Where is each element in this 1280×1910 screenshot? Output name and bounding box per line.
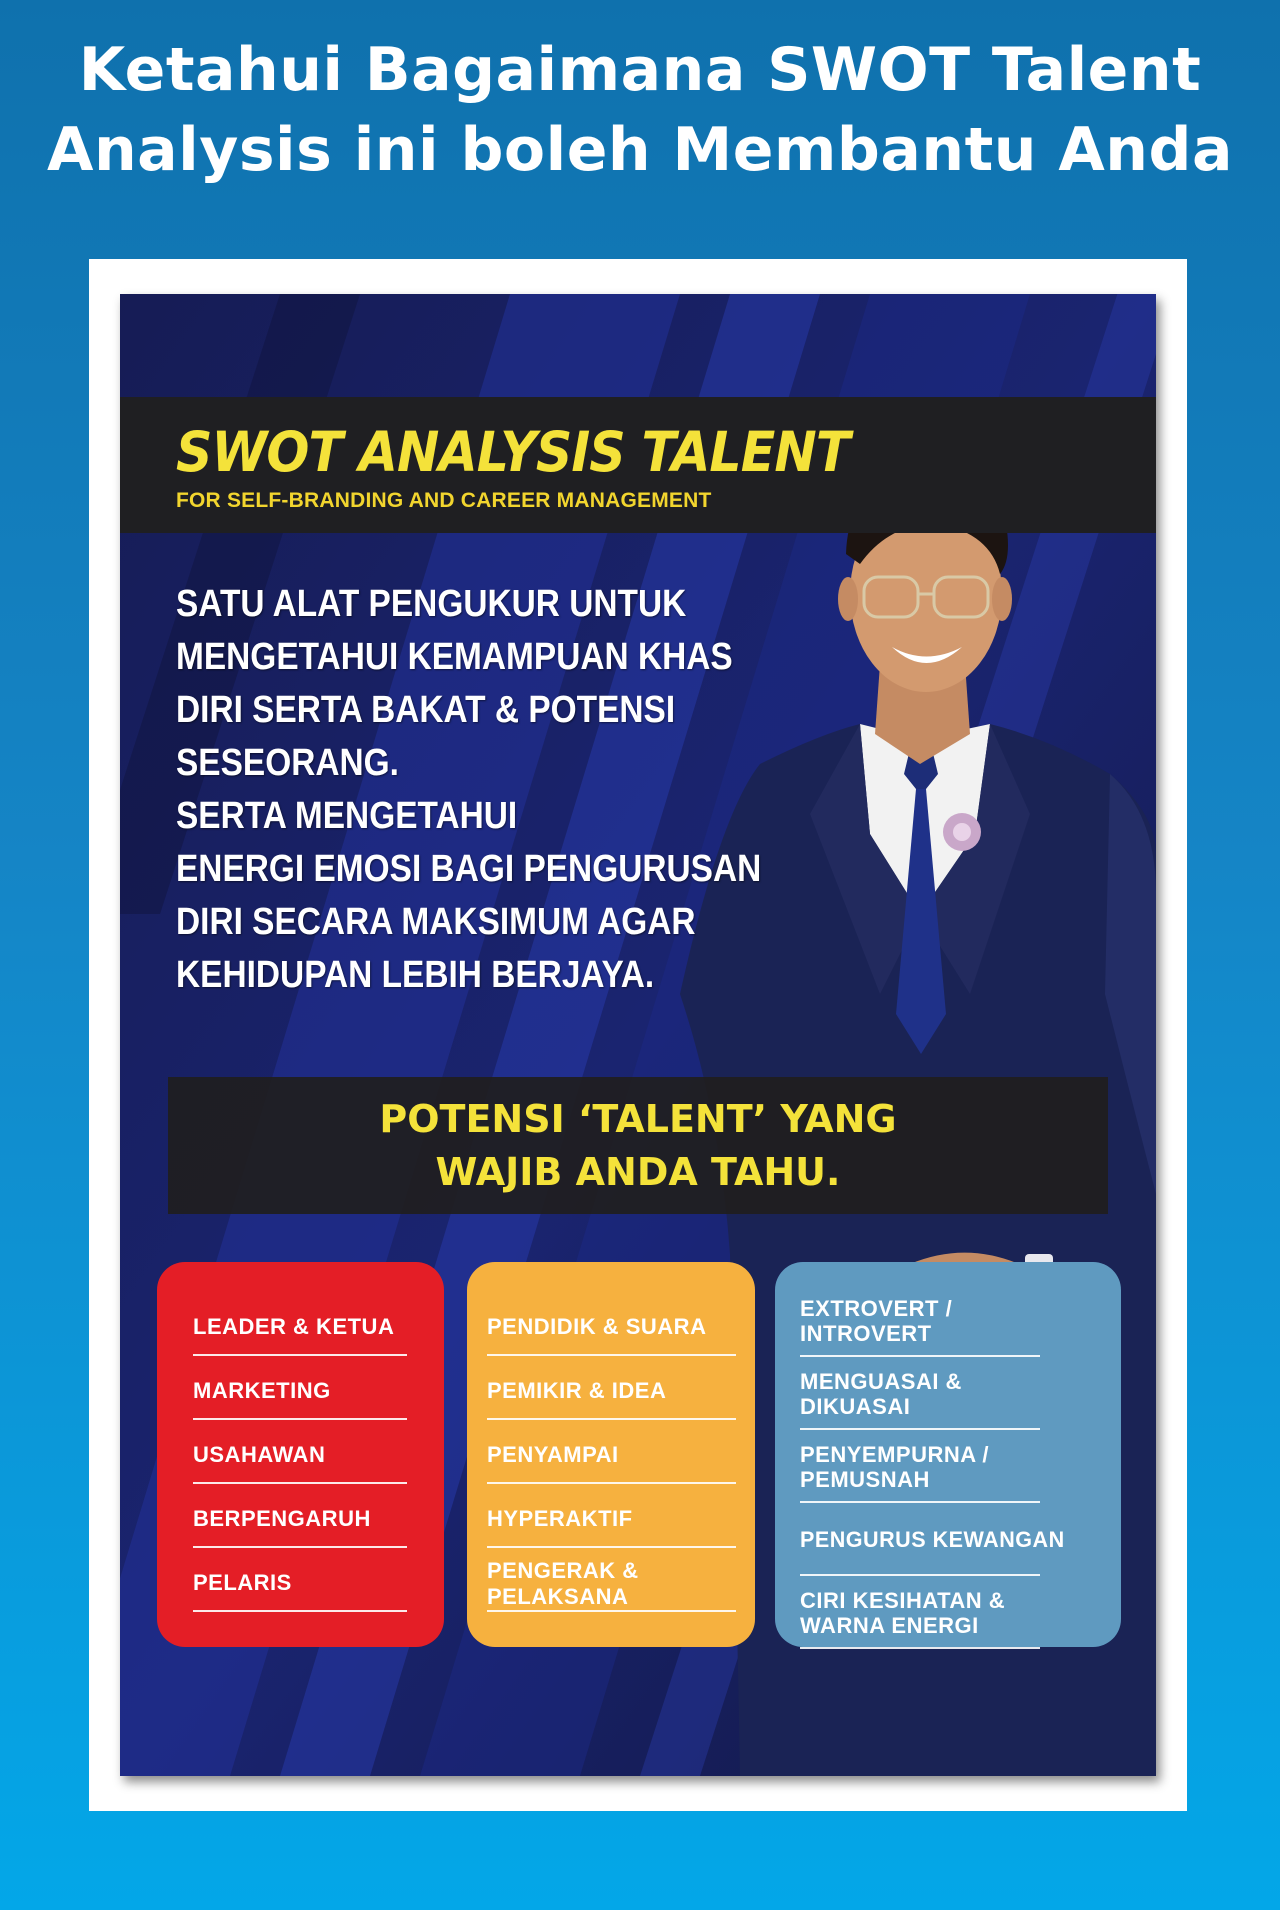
talent-list-blue xyxy=(800,1284,1065,1649)
intro-line: MENGETAHUI KEMAMPUAN KHAS xyxy=(176,636,733,678)
intro-line: DIRI SERTA BAKAT & POTENSI xyxy=(176,689,676,731)
title-band xyxy=(120,397,1156,533)
talent-item-line: PENYEMPURNA / xyxy=(800,1442,990,1467)
talent-item: PEMIKIR & IDEA xyxy=(487,1356,736,1420)
intro-line: SESEORANG. xyxy=(176,742,399,784)
talent-item-line: INTROVERT xyxy=(800,1321,932,1346)
page-heading xyxy=(0,30,1280,190)
talent-item: LEADER & KETUA xyxy=(193,1292,407,1356)
page-heading-line-2: Analysis ini boleh Membantu Anda xyxy=(47,115,1233,185)
talent-item-line: WARNA ENERGI xyxy=(800,1613,979,1638)
intro-line: SATU ALAT PENGUKUR UNTUK xyxy=(176,583,687,625)
intro-line: SERTA MENGETAHUI xyxy=(176,795,518,837)
talent-item-line: PENGERAK & xyxy=(487,1558,639,1583)
talent-item xyxy=(800,1576,1040,1649)
poster-title: SWOT ANALYSIS TALENT xyxy=(176,420,850,484)
talent-item xyxy=(800,1357,1040,1430)
talent-item-line: PELAKSANA xyxy=(487,1584,629,1609)
tagline xyxy=(168,1093,1108,1199)
poster-frame xyxy=(89,259,1187,1811)
tagline-line-1: POTENSI ‘TALENT’ YANG xyxy=(379,1097,897,1141)
talent-item-line: DIKUASAI xyxy=(800,1394,911,1419)
talent-item xyxy=(800,1430,1040,1503)
talent-item-line: MENGUASAI & xyxy=(800,1369,962,1394)
poster xyxy=(120,294,1156,1776)
talent-item: HYPERAKTIF xyxy=(487,1484,736,1548)
intro-line: DIRI SECARA MAKSIMUM AGAR xyxy=(176,901,696,943)
talent-item-line: PENGURUS KEWANGAN xyxy=(800,1527,1065,1552)
talent-item-line: EXTROVERT / xyxy=(800,1296,953,1321)
talent-item: PENYAMPAI xyxy=(487,1420,736,1484)
talent-item xyxy=(487,1548,736,1612)
talent-list-red xyxy=(193,1292,407,1612)
talent-item: USAHAWAN xyxy=(193,1420,407,1484)
talent-item: PENDIDIK & SUARA xyxy=(487,1292,736,1356)
talent-item-line: PEMUSNAH xyxy=(800,1467,930,1492)
talent-list-orange xyxy=(487,1292,736,1612)
intro-line: KEHIDUPAN LEBIH BERJAYA. xyxy=(176,954,655,996)
intro-text xyxy=(176,578,762,1002)
talent-item: BERPENGARUH xyxy=(193,1484,407,1548)
talent-item: MARKETING xyxy=(193,1356,407,1420)
page-heading-line-1: Ketahui Bagaimana SWOT Talent xyxy=(78,35,1202,105)
intro-line: ENERGI EMOSI BAGI PENGURUSAN xyxy=(176,848,762,890)
poster-subtitle: FOR SELF-BRANDING AND CAREER MANAGEMENT xyxy=(176,489,712,512)
talent-item xyxy=(800,1503,1065,1576)
talent-item xyxy=(800,1284,1040,1357)
talent-card-orange xyxy=(467,1262,755,1647)
talent-item: PELARIS xyxy=(193,1548,407,1612)
talent-item-line: CIRI KESIHATAN & xyxy=(800,1588,1006,1613)
talent-card-red xyxy=(157,1262,444,1647)
tagline-band xyxy=(168,1077,1108,1214)
tagline-line-2: WAJIB ANDA TAHU. xyxy=(435,1150,841,1194)
talent-card-blue xyxy=(775,1262,1121,1647)
